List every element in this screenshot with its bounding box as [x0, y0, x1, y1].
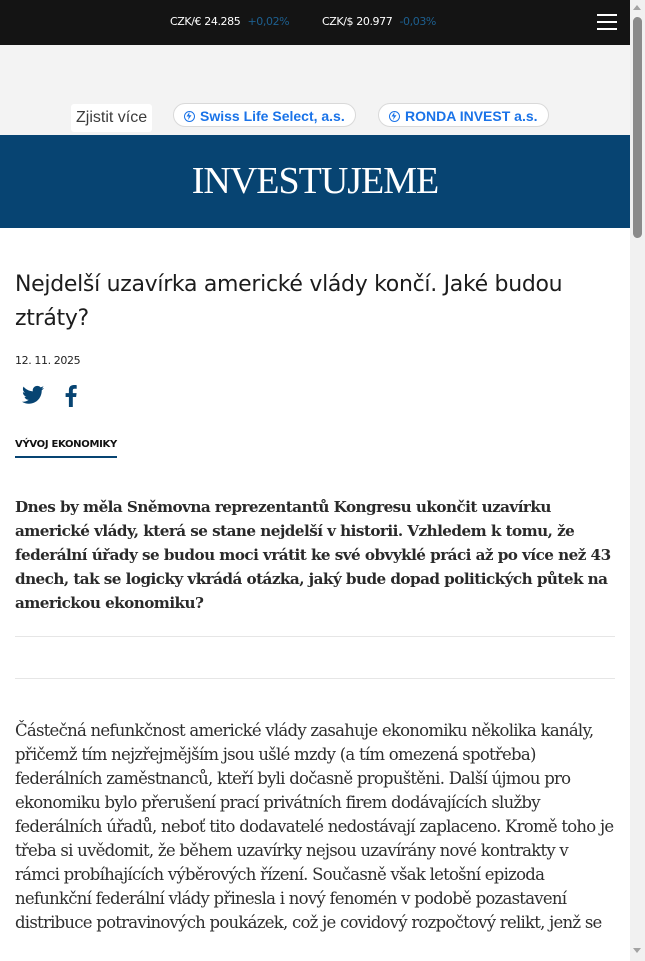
site-logo[interactable]: INVESTUJEME — [191, 160, 439, 202]
currency-ticker — [0, 0, 630, 45]
ad-chip-swiss-life-select[interactable] — [173, 103, 356, 127]
ticker-pair: CZK/€ — [170, 15, 202, 28]
bolt-icon — [389, 111, 400, 122]
chip-label: Swiss Life Select, a.s. — [200, 108, 345, 124]
scroll-down-arrow-icon[interactable] — [633, 948, 641, 953]
chip-label: RONDA INVEST a.s. — [405, 108, 538, 124]
article-title: Nejdelší uzavírka americké vlády končí. Jaké budou ztráty? — [15, 272, 563, 331]
ticker-value: 24.285 — [204, 15, 241, 28]
ticker-value: 20.977 — [356, 15, 393, 28]
learn-more-label: Zjistit více — [71, 104, 152, 132]
scrollbar[interactable] — [630, 0, 645, 961]
ad-chip-bar — [0, 45, 630, 135]
ticker-change: +0,02% — [247, 15, 290, 28]
ticker-item-usd — [322, 15, 436, 28]
article — [15, 228, 615, 935]
ad-chip-ronda-invest-as[interactable] — [378, 103, 549, 127]
divider — [15, 678, 615, 679]
twitter-icon[interactable] — [22, 385, 44, 405]
scrollbar-thumb[interactable] — [633, 17, 642, 238]
ticker-item-eur — [170, 15, 289, 28]
divider — [15, 636, 615, 637]
site-header — [0, 135, 630, 228]
social-share — [15, 385, 615, 411]
facebook-icon[interactable] — [65, 385, 77, 407]
article-date: 12. 11. 2025 — [15, 354, 81, 367]
article-body-paragraph: Částečná nefunkčnost americké vlády zasahuje ekonomiku několika kanály, přičemž tím nejzřejmějším jsou ušlé mzdy (a tím omezená spotřeba) federálních zaměstnanců, kteří byli dočasně propuštěni. Další újmou pro ekonomiku bylo přerušení prací privátních firem dodávajících služby federálních úřadů, neboť tito dodavatelé nedostávají zaplaceno. Kromě toho je třeba si uvědomit, že během uzavírky nejsou uzavírány nové kontrakty v rámci probíhajících výběrových řízení. Současně však letošní epizoda nefunkční federální vlády přinesla i nový fenomén v podobě pozastavení distribuce potravinových poukázek, což je covidový rozpočtový relikt, jenž se — [15, 721, 614, 932]
category-tag[interactable]: VÝVOJ EKONOMIKY — [15, 439, 117, 458]
bolt-icon — [184, 111, 195, 122]
ticker-pair: CZK/$ — [322, 15, 354, 28]
article-perex: Dnes by měla Sněmovna reprezentantů Kongresu ukončit uzavírku americké vlády, která se stane nejdelší v historii. Vzhledem k tomu, že federální úřady se budou moci vrátit ke své obvyklé práci až po více než 43 dnech, tak se logicky vkrádá otázka, jaký bude dopad politických půtek na americkou ekonomiku? — [15, 498, 611, 612]
scroll-up-arrow-icon[interactable] — [633, 5, 641, 10]
ticker-change: -0,03% — [399, 15, 436, 28]
hamburger-icon[interactable] — [597, 14, 617, 30]
